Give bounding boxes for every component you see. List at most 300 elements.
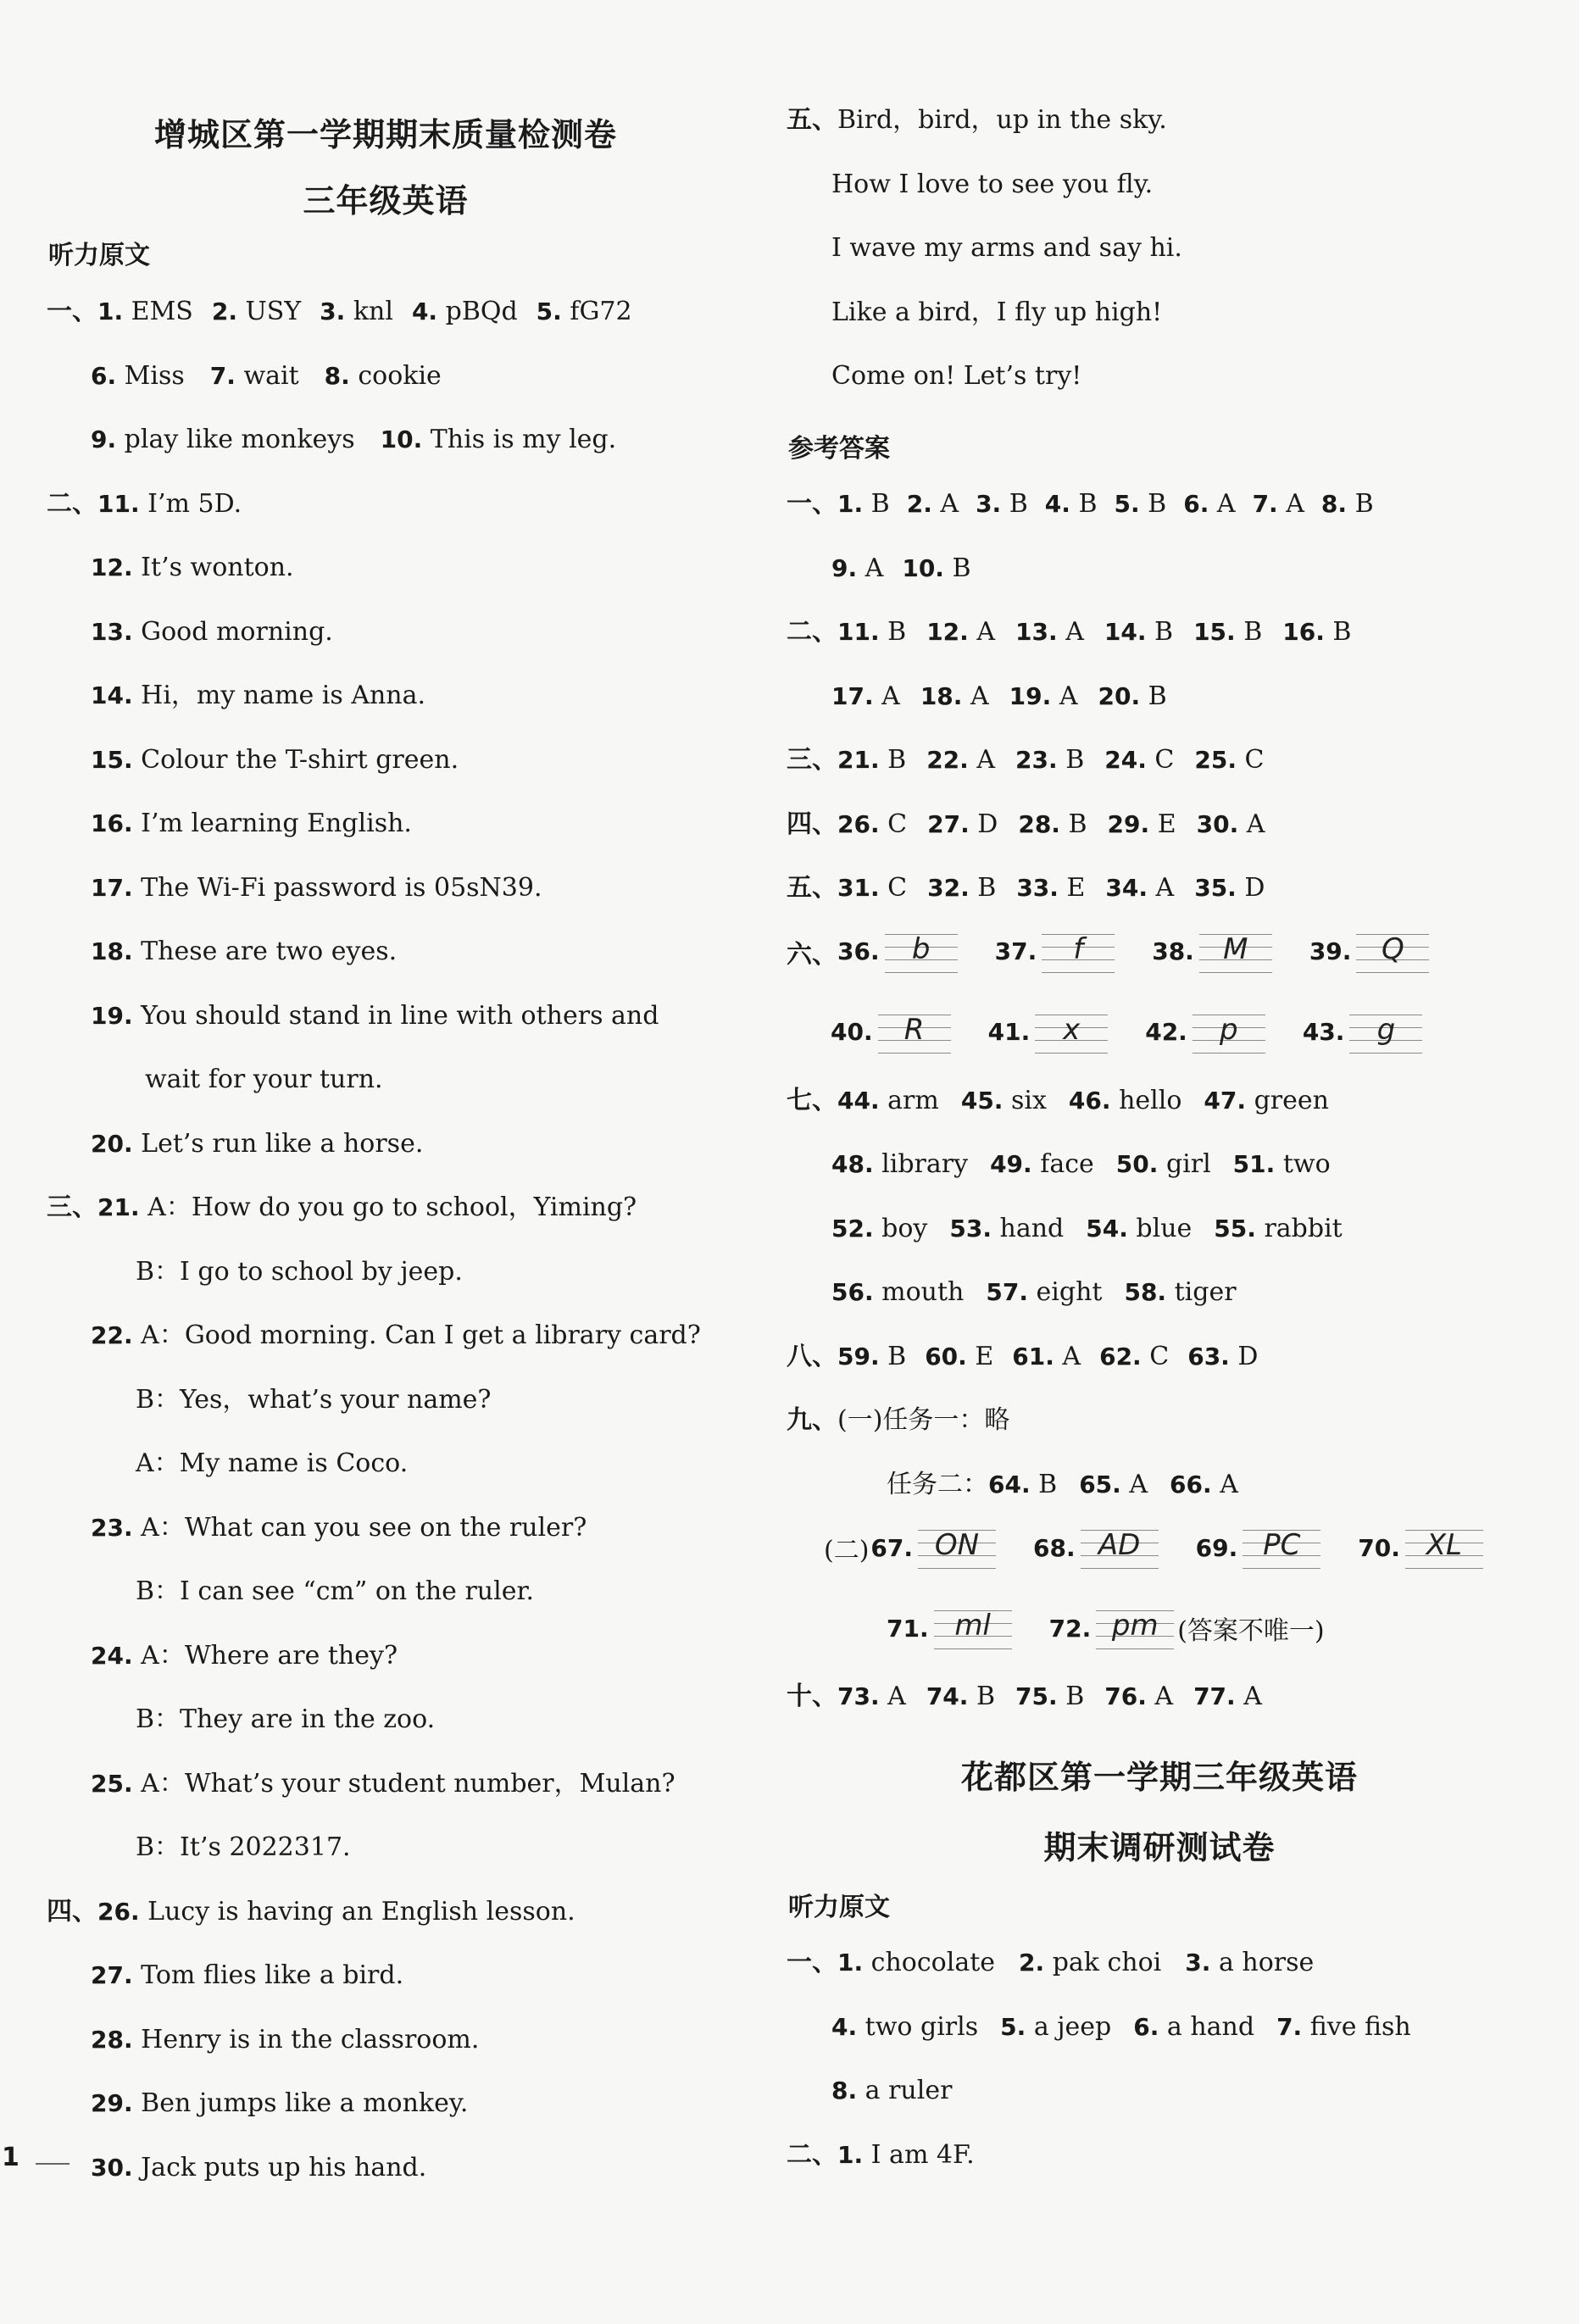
section-label: 五、 bbox=[787, 873, 837, 903]
sec3-line bbox=[91, 1511, 587, 1545]
section-title: 花都区第一学期三年级英语 bbox=[960, 1758, 1358, 1796]
four-line-box bbox=[878, 1011, 951, 1054]
handwriting-item bbox=[1309, 931, 1430, 973]
sec4-line bbox=[47, 1895, 575, 1929]
item-text: B bbox=[1065, 745, 1085, 775]
item-number: 19. bbox=[91, 1001, 133, 1030]
section-label: 二、 bbox=[787, 2139, 837, 2170]
poem-line: Like a bird，I fly up high! bbox=[831, 297, 1163, 327]
handwriting-item bbox=[1358, 1526, 1483, 1569]
b1-row2 bbox=[831, 2010, 1433, 2044]
item-number: 66. bbox=[1170, 1470, 1212, 1498]
listening-heading-2: 听力原文 bbox=[788, 1892, 890, 1922]
ans9-task1 bbox=[787, 1404, 1009, 1437]
item-text: A：What’s your student number，Mulan? bbox=[141, 1768, 676, 1799]
item-number: 13. bbox=[1015, 618, 1058, 646]
item-number: 58. bbox=[1124, 1278, 1167, 1306]
answer-item bbox=[837, 1342, 906, 1371]
item-number: 9. bbox=[91, 425, 117, 453]
item-number: 50. bbox=[1115, 1150, 1159, 1178]
b1-row3 bbox=[831, 2074, 974, 2108]
item-text: A bbox=[976, 745, 996, 775]
answer-item bbox=[1115, 489, 1167, 519]
answer-item bbox=[837, 2140, 975, 2170]
handwriting-item bbox=[870, 1526, 996, 1569]
page-title: 增城区第一学期期末质量检测卷 bbox=[153, 116, 617, 153]
item-text: A bbox=[1286, 489, 1304, 519]
handwriting-item bbox=[1033, 1526, 1159, 1569]
answer-item bbox=[91, 1769, 676, 1799]
handwritten-answer: ml bbox=[954, 1609, 991, 1643]
answer-item bbox=[1015, 1682, 1084, 1711]
answer-item bbox=[831, 1214, 927, 1243]
item-text: This is my leg. bbox=[430, 425, 617, 454]
item-number: 3. bbox=[320, 297, 346, 325]
answer-item bbox=[1045, 489, 1098, 519]
item-text: B bbox=[887, 617, 907, 647]
answer-item bbox=[925, 1342, 993, 1371]
b1-row1 bbox=[787, 1946, 1337, 1980]
handwritten-answer: AD bbox=[1098, 1528, 1141, 1562]
sec2-line bbox=[91, 679, 425, 713]
item-number: 22. bbox=[91, 1321, 133, 1349]
item-number: 32. bbox=[927, 874, 970, 902]
answer-item bbox=[1016, 873, 1085, 903]
answer-item bbox=[1018, 809, 1087, 839]
sec4-line bbox=[91, 1959, 403, 1993]
sec3-line-cont: B：I go to school by jeep. bbox=[136, 1256, 463, 1287]
item-number: 27. bbox=[91, 1961, 133, 1989]
item-number: 2. bbox=[211, 297, 237, 325]
answer-item bbox=[91, 873, 542, 903]
item-text: a ruler bbox=[865, 2076, 953, 2105]
item-number: 8. bbox=[1320, 490, 1348, 518]
answer-item bbox=[1105, 873, 1174, 903]
item-text: play like monkeys bbox=[124, 425, 355, 454]
item-number: 52. bbox=[831, 1214, 874, 1243]
item-text: B bbox=[1068, 809, 1087, 839]
answer-item bbox=[926, 745, 995, 775]
ans9-hw-row1 bbox=[824, 1526, 1521, 1569]
item-text: arm bbox=[887, 1085, 939, 1115]
item-text: pBQd bbox=[445, 297, 518, 326]
handwritten-answer: M bbox=[1223, 931, 1248, 966]
item-number: 24. bbox=[1104, 746, 1147, 774]
item-text: Ben jumps like a monkey. bbox=[141, 2088, 469, 2118]
item-number: 44. bbox=[837, 1086, 880, 1115]
ans7-row4 bbox=[831, 1276, 1259, 1309]
item-text: mouth bbox=[881, 1277, 965, 1307]
answer-item bbox=[1187, 1342, 1258, 1371]
answer-item bbox=[907, 489, 959, 519]
answer-item bbox=[1116, 1149, 1211, 1179]
answer-item bbox=[91, 681, 425, 710]
item-number: 20. bbox=[1098, 681, 1141, 710]
item-number: 61. bbox=[1012, 1342, 1054, 1370]
item-text: B bbox=[952, 553, 971, 583]
item-number: 15. bbox=[91, 745, 133, 774]
ans9-hw-row2 bbox=[887, 1607, 1325, 1649]
item-text: These are two eyes. bbox=[141, 937, 398, 966]
answer-item bbox=[1193, 617, 1262, 647]
item-number: 5. bbox=[536, 297, 562, 325]
sec2-line bbox=[91, 999, 659, 1033]
page-number-rule bbox=[36, 2163, 69, 2165]
handwriting-item bbox=[1152, 931, 1272, 973]
item-number: 6. bbox=[1183, 490, 1209, 518]
item-number: 10. bbox=[380, 425, 423, 453]
item-number: 75. bbox=[1015, 1682, 1058, 1710]
item-number: 29. bbox=[1107, 809, 1150, 838]
item-text: Henry is in the classroom. bbox=[141, 2024, 480, 2054]
answer-item bbox=[91, 553, 294, 582]
item-text: C bbox=[887, 809, 908, 839]
item-number: 4. bbox=[1044, 490, 1070, 518]
item-number: 1. bbox=[97, 297, 124, 325]
answer-item bbox=[97, 489, 242, 519]
item-text: D bbox=[1244, 873, 1265, 903]
item-number: 14. bbox=[1104, 618, 1147, 646]
item-text: A bbox=[881, 681, 900, 711]
four-line-box bbox=[1199, 931, 1272, 973]
item-number: 2. bbox=[906, 490, 932, 518]
answer-item bbox=[1012, 1342, 1081, 1371]
item-text: Miss bbox=[124, 360, 185, 391]
sec1-row2 bbox=[91, 359, 467, 393]
item-number: 25. bbox=[1194, 746, 1237, 774]
item-text: A bbox=[887, 1682, 906, 1711]
item-number: 59. bbox=[837, 1342, 880, 1370]
sec2-line bbox=[91, 615, 333, 649]
four-line-box bbox=[1193, 1011, 1265, 1054]
listening-heading: 听力原文 bbox=[48, 241, 150, 270]
answer-item bbox=[831, 553, 883, 583]
item-number: 17. bbox=[831, 681, 874, 710]
answer-item bbox=[961, 1086, 1047, 1115]
item-text: A bbox=[1220, 1469, 1238, 1499]
answer-item bbox=[91, 2153, 426, 2182]
section-label: 二、 bbox=[47, 488, 97, 519]
sec2-line bbox=[91, 551, 294, 585]
answer-item bbox=[926, 617, 995, 647]
item-text: A bbox=[1243, 1682, 1262, 1711]
answer-item bbox=[91, 617, 333, 647]
item-text: You should stand in line with others and bbox=[141, 1000, 659, 1031]
answer-item bbox=[91, 361, 185, 391]
item-number: 11. bbox=[837, 618, 880, 646]
handwriting-item bbox=[1049, 1607, 1175, 1649]
item-text: chocolate bbox=[870, 1948, 996, 1977]
item-number: 57. bbox=[986, 1278, 1028, 1306]
answer-item bbox=[1015, 745, 1084, 775]
answer-item bbox=[1133, 2012, 1254, 2042]
item-text: a horse bbox=[1218, 1948, 1315, 1977]
item-text: B bbox=[887, 745, 907, 775]
item-text: A：What can you see on the ruler? bbox=[141, 1512, 587, 1543]
item-number: 62. bbox=[1099, 1342, 1142, 1370]
item-text: Lucy is having an English lesson. bbox=[147, 1896, 575, 1926]
answer-item bbox=[91, 425, 355, 454]
item-number: 63. bbox=[1187, 1342, 1230, 1370]
four-line-box bbox=[885, 931, 958, 973]
sec4-line bbox=[91, 2023, 479, 2057]
item-text: Let’s run like a horse. bbox=[141, 1128, 424, 1159]
item-text: B bbox=[1078, 489, 1098, 519]
answer-item bbox=[91, 937, 397, 966]
sec2-line bbox=[91, 743, 459, 777]
item-text: A bbox=[1155, 873, 1175, 903]
answer-item bbox=[837, 617, 906, 647]
item-number: 72. bbox=[1048, 1614, 1092, 1643]
item-text: E bbox=[1157, 809, 1176, 839]
item-text: Good morning. bbox=[141, 616, 333, 647]
item-text: tiger bbox=[1174, 1277, 1237, 1307]
item-number: 69. bbox=[1195, 1533, 1238, 1562]
item-text: A bbox=[970, 681, 989, 711]
item-number: 8. bbox=[831, 2077, 858, 2104]
item-number: 8. bbox=[324, 361, 350, 390]
ans6-row1 bbox=[787, 931, 1466, 973]
item-text: E bbox=[1066, 873, 1086, 903]
sec1-row1 bbox=[47, 295, 651, 329]
answer-item bbox=[920, 681, 989, 711]
item-text: a hand bbox=[1166, 2011, 1255, 2042]
handwritten-answer: b bbox=[911, 931, 931, 966]
answer-item bbox=[412, 297, 518, 326]
answer-item bbox=[91, 1960, 403, 1990]
item-text: I am 4F. bbox=[870, 2139, 975, 2170]
item-text: boy bbox=[881, 1213, 928, 1243]
answer-item bbox=[1015, 617, 1084, 647]
answer-item bbox=[1183, 489, 1235, 519]
item-text: C bbox=[887, 873, 908, 903]
section-label: 一、 bbox=[787, 1948, 837, 1977]
item-text: Hi，my name is Anna. bbox=[141, 681, 426, 710]
sec2-line bbox=[91, 935, 397, 969]
item-number: 17. bbox=[91, 873, 133, 902]
sec2-line bbox=[91, 807, 412, 841]
sec2-line bbox=[91, 1127, 423, 1161]
answer-note: (答案不唯一) bbox=[1177, 1616, 1325, 1646]
answer-item bbox=[1099, 1342, 1169, 1371]
item-number: 64. bbox=[988, 1470, 1031, 1498]
ans7-row3 bbox=[831, 1212, 1365, 1246]
sec2-line bbox=[47, 487, 242, 521]
sec3-line-cont: B：I can see “cm” on the ruler. bbox=[136, 1576, 535, 1606]
answer-item bbox=[97, 1897, 575, 1926]
answer-item bbox=[831, 2076, 952, 2105]
item-text: wait bbox=[243, 360, 299, 391]
handwritten-answer: PC bbox=[1263, 1528, 1301, 1562]
item-text: A：How do you go to school，Yiming? bbox=[147, 1193, 637, 1222]
ans7-row1 bbox=[787, 1084, 1351, 1118]
answer-item bbox=[1253, 489, 1304, 519]
item-number: 1. bbox=[837, 490, 864, 518]
item-number: 18. bbox=[920, 681, 963, 710]
poem-line: I wave my arms and say hi. bbox=[831, 233, 1182, 263]
handwritten-answer: f bbox=[1073, 931, 1084, 966]
item-number: 7. bbox=[1276, 2012, 1303, 2041]
item-text: USY bbox=[245, 297, 302, 326]
section-label: 二、 bbox=[787, 617, 837, 647]
item-number: 14. bbox=[91, 681, 133, 709]
answers-heading: 参考答案 bbox=[788, 433, 890, 464]
item-text: Colour the T-shirt green. bbox=[141, 744, 459, 775]
answer-item bbox=[837, 489, 890, 519]
item-text: D bbox=[1237, 1341, 1259, 1371]
item-text: B bbox=[977, 873, 997, 903]
item-number: 53. bbox=[949, 1214, 992, 1243]
sec3-line-cont: B：Yes，what’s your name? bbox=[136, 1384, 492, 1415]
answer-item bbox=[1194, 745, 1264, 775]
item-number: 23. bbox=[91, 1513, 133, 1542]
item-text: fG72 bbox=[570, 297, 632, 326]
item-number: 16. bbox=[1282, 618, 1325, 646]
item-number: 12. bbox=[91, 553, 133, 581]
ans5-row bbox=[787, 871, 1285, 905]
answer-item bbox=[902, 553, 970, 583]
item-text: green bbox=[1254, 1085, 1329, 1115]
answer-item bbox=[1124, 1277, 1236, 1307]
poem-line bbox=[787, 103, 1167, 137]
item-text: D bbox=[977, 809, 998, 839]
answer-item bbox=[1282, 617, 1351, 647]
answer-item bbox=[91, 745, 459, 775]
sec3-line-cont: A：My name is Coco. bbox=[136, 1448, 409, 1478]
answer-item bbox=[1233, 1149, 1331, 1179]
handwritten-answer: XL bbox=[1426, 1528, 1462, 1562]
answer-item bbox=[1098, 681, 1166, 711]
answer-item bbox=[986, 1277, 1102, 1307]
item-number: 49. bbox=[990, 1150, 1032, 1178]
item-number: 76. bbox=[1104, 1682, 1147, 1710]
item-number: 77. bbox=[1193, 1682, 1236, 1710]
answer-item bbox=[831, 2012, 978, 2042]
item-number: 19. bbox=[1009, 681, 1052, 710]
answer-item bbox=[1009, 681, 1078, 711]
answer-item bbox=[1108, 809, 1176, 839]
item-text: rabbit bbox=[1264, 1213, 1343, 1243]
item-number: 29. bbox=[91, 2089, 133, 2117]
handwriting-item bbox=[988, 1011, 1109, 1054]
item-number: 5. bbox=[1000, 2012, 1026, 2041]
sec3-line bbox=[91, 1639, 398, 1673]
answer-item bbox=[1321, 489, 1374, 519]
handwritten-answer: ON bbox=[934, 1528, 980, 1562]
item-number: 5. bbox=[1114, 490, 1140, 518]
section-subtitle: 期末调研测试卷 bbox=[1043, 1828, 1276, 1866]
section-label: 四、 bbox=[787, 809, 837, 839]
answer-item bbox=[1069, 1086, 1181, 1115]
handwritten-answer: R bbox=[903, 1012, 925, 1047]
four-line-box bbox=[1042, 931, 1115, 973]
item-number: 28. bbox=[1018, 809, 1060, 838]
handwriting-item bbox=[831, 1011, 951, 1054]
item-number: 24. bbox=[91, 1641, 133, 1670]
item-number: 26. bbox=[97, 1897, 140, 1926]
ans6-row2 bbox=[831, 1011, 1459, 1054]
four-line-box bbox=[1356, 931, 1429, 973]
item-number: 9. bbox=[831, 553, 858, 582]
item-number: 40. bbox=[831, 1018, 873, 1046]
answer-item bbox=[831, 1277, 964, 1307]
item-text: A bbox=[1216, 489, 1236, 519]
poem-text: Bird，bird，up in the sky. bbox=[837, 105, 1167, 135]
item-text: A bbox=[976, 617, 996, 647]
item-number: 21. bbox=[97, 1193, 140, 1221]
ans1-row1 bbox=[787, 487, 1391, 521]
item-text: A bbox=[1129, 1469, 1148, 1499]
four-line-box bbox=[1405, 1526, 1483, 1569]
item-number: 47. bbox=[1204, 1086, 1247, 1115]
four-line-box bbox=[1096, 1607, 1174, 1649]
section-label: 八、 bbox=[787, 1341, 837, 1371]
answer-item bbox=[91, 1513, 587, 1543]
sec4-line bbox=[91, 2151, 426, 2185]
answer-item bbox=[91, 1320, 701, 1350]
answer-item bbox=[837, 809, 907, 839]
answer-item bbox=[1194, 873, 1265, 903]
answer-item bbox=[1104, 745, 1174, 775]
ans7-row2 bbox=[831, 1148, 1353, 1181]
handwritten-answer: p bbox=[1220, 1012, 1238, 1047]
item-number: 74. bbox=[926, 1682, 969, 1710]
item-number: 46. bbox=[1068, 1086, 1111, 1115]
answer-item bbox=[1104, 617, 1173, 647]
item-text: pak choi bbox=[1052, 1948, 1162, 1977]
answer-item bbox=[837, 745, 906, 775]
item-text: five fish bbox=[1309, 2011, 1411, 2042]
item-text: B bbox=[870, 489, 890, 519]
answer-item bbox=[91, 2025, 479, 2054]
item-number: 1. bbox=[837, 1949, 864, 1977]
handwritten-answer: x bbox=[1063, 1012, 1081, 1047]
handwriting-item bbox=[1303, 1011, 1423, 1054]
item-text: B bbox=[1148, 681, 1167, 711]
item-number: 30. bbox=[1196, 809, 1239, 838]
section-label: 十、 bbox=[787, 1682, 837, 1711]
section-label: 九、 bbox=[787, 1405, 837, 1435]
item-number: 60. bbox=[925, 1342, 967, 1370]
item-text: six bbox=[1011, 1085, 1047, 1115]
answer-item bbox=[1185, 1948, 1314, 1977]
answer-item bbox=[97, 297, 193, 326]
answer-item bbox=[1214, 1214, 1342, 1243]
answer-item bbox=[837, 1682, 906, 1711]
sec4-line bbox=[91, 2087, 468, 2121]
item-text: A bbox=[1059, 681, 1078, 711]
poem-line: How I love to see you fly. bbox=[831, 169, 1154, 199]
item-text: A bbox=[940, 489, 959, 519]
handwritten-answer: pm bbox=[1111, 1609, 1159, 1643]
four-line-box bbox=[1349, 1011, 1422, 1054]
answer-item bbox=[1204, 1086, 1329, 1115]
item-number: 10. bbox=[902, 553, 944, 582]
answer-item bbox=[91, 1641, 398, 1671]
item-text: hand bbox=[999, 1213, 1065, 1243]
item-number: 20. bbox=[91, 1129, 133, 1158]
item-text: Jack puts up his hand. bbox=[141, 2152, 427, 2182]
item-text: two bbox=[1282, 1149, 1331, 1179]
item-text: I’m 5D. bbox=[147, 488, 242, 519]
item-text: two girls bbox=[865, 2011, 979, 2042]
item-number: 13. bbox=[91, 617, 133, 646]
handwriting-item bbox=[887, 1607, 1012, 1649]
sec2-line bbox=[91, 871, 542, 905]
four-line-box bbox=[934, 1607, 1012, 1649]
handwriting-item bbox=[1145, 1011, 1265, 1054]
answer-item bbox=[837, 1948, 995, 1977]
